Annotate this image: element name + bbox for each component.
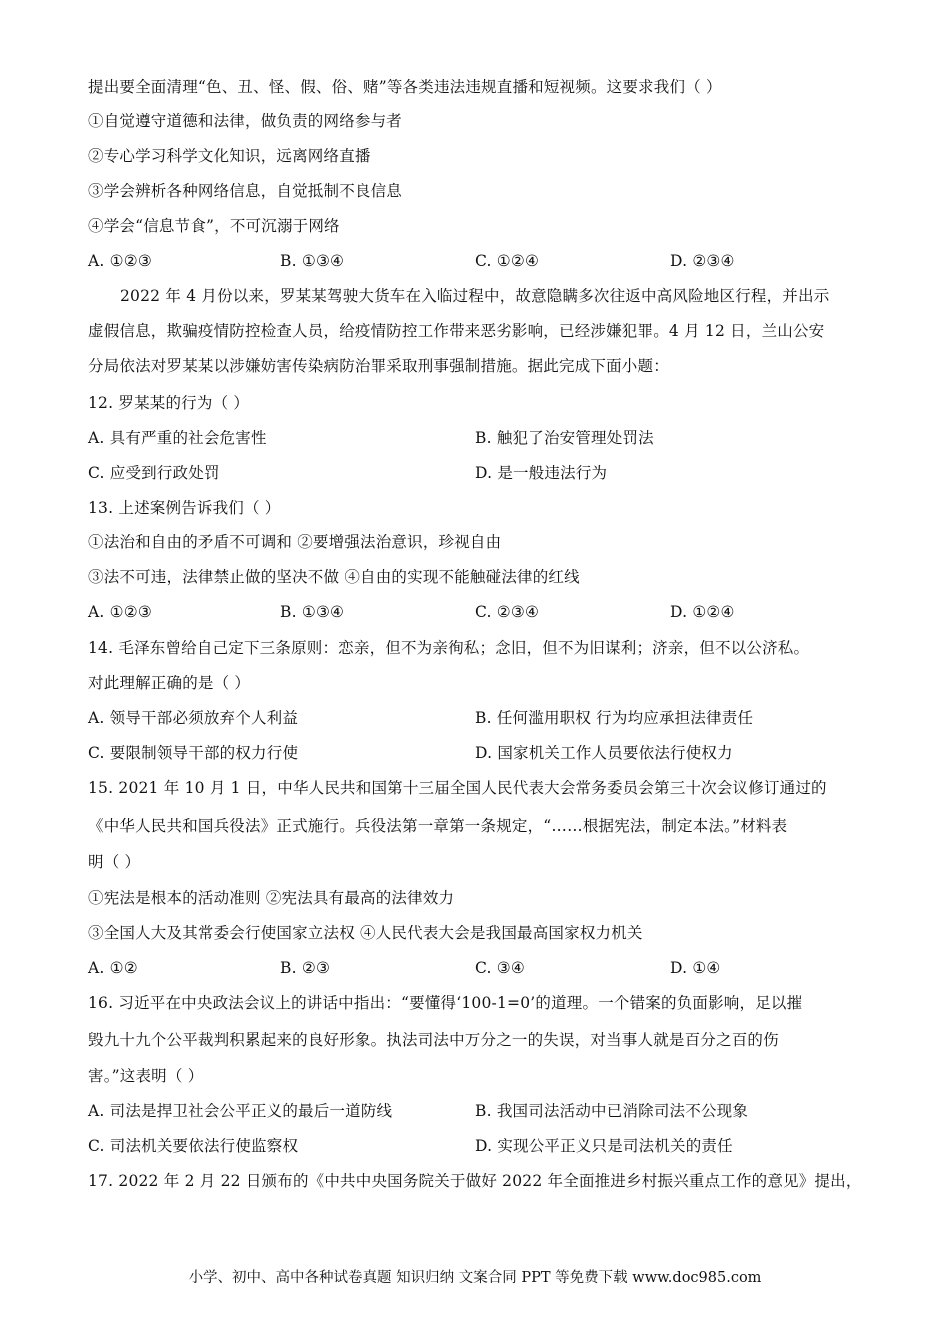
page-footer: 小学、初中、高中各种试卷真题 知识归纳 文案合同 PPT 等免费下载 www.doc985.com — [188, 1270, 762, 1286]
question-16-line-1: 16. 习近平在中央政法会议上的讲话中指出：“要懂得‘100-1=0’的道理。一个错案的负面影响，足以摧 — [88, 994, 803, 1012]
passage-line-3: 分局依法对罗某某以涉嫌妨害传染病防治罪采取刑事强制措施。据此完成下面小题： — [88, 357, 669, 375]
q12-option-d: D. 是一般违法行为 — [475, 464, 608, 482]
q11-option-c: C. ①②④ — [475, 252, 540, 270]
q15-statements-1: ①宪法是根本的活动准则 ②宪法具有最高的法律效力 — [88, 889, 455, 907]
q13-option-a: A. ①②③ — [88, 603, 152, 621]
q12-option-c: C. 应受到行政处罚 — [88, 464, 220, 482]
q13-statements-1: ①法治和自由的矛盾不可调和 ②要增强法治意识，珍视自由 — [88, 533, 502, 551]
q15-option-b: B. ②③ — [280, 959, 331, 977]
passage-line-1: 2022 年 4 月份以来，罗某某驾驶大货车在入临过程中，故意隐瞒多次往返中高风险地区行程，并出示 — [120, 287, 830, 305]
q11-option-b: B. ①③④ — [280, 252, 345, 270]
q15-option-a: A. ①② — [88, 959, 138, 977]
question-16-line-3: 害。”这表明（ ） — [88, 1067, 204, 1085]
question-14-line-2: 对此理解正确的是（ ） — [88, 674, 251, 692]
q14-option-a: A. 领导干部必须放弃个人利益 — [88, 709, 299, 727]
question-15-line-3: 明（ ） — [88, 853, 141, 871]
q14-option-c: C. 要限制领导干部的权力行使 — [88, 744, 299, 762]
q11-option-d: D. ②③④ — [670, 252, 735, 270]
statement-4: ④学会“信息节食”，不可沉溺于网络 — [88, 217, 340, 235]
q16-option-b: B. 我国司法活动中已消除司法不公现象 — [475, 1102, 749, 1120]
question-13: 13. 上述案例告诉我们（ ） — [88, 499, 281, 517]
q13-option-d: D. ①②④ — [670, 603, 735, 621]
q12-option-a: A. 具有严重的社会危害性 — [88, 429, 267, 447]
q15-option-d: D. ①④ — [670, 959, 721, 977]
q14-option-d: D. 国家机关工作人员要依法行使权力 — [475, 744, 733, 762]
q16-option-a: A. 司法是捍卫社会公平正义的最后一道防线 — [88, 1102, 393, 1120]
question-12: 12. 罗某某的行为（ ） — [88, 394, 250, 412]
q14-option-b: B. 任何滥用职权 行为均应承担法律责任 — [475, 709, 754, 727]
q13-statements-2: ③法不可违，法律禁止做的坚决不做 ④自由的实现不能触碰法律的红线 — [88, 568, 580, 586]
question-15-line-2: 《中华人民共和国兵役法》正式施行。兵役法第一章第一条规定，“……根据宪法，制定本法。”材料表 — [88, 817, 788, 835]
q13-option-b: B. ①③④ — [280, 603, 345, 621]
q12-option-b: B. 触犯了治安管理处罚法 — [475, 429, 654, 447]
q11-option-a: A. ①②③ — [88, 252, 152, 270]
passage-line-2: 虚假信息，欺骗疫情防控检查人员，给疫情防控工作带来恶劣影响，已经涉嫌犯罪。4 月 12 日，兰山公安 — [88, 322, 825, 340]
q16-option-d: D. 实现公平正义只是司法机关的责任 — [475, 1137, 733, 1155]
statement-3: ③学会辨析各种网络信息，自觉抵制不良信息 — [88, 182, 403, 200]
statement-1: ①自觉遵守道德和法律，做负责的网络参与者 — [88, 112, 403, 130]
statement-2: ②专心学习科学文化知识，远离网络直播 — [88, 147, 371, 165]
question-16-line-2: 毁九十九个公平裁判积累起来的良好形象。执法司法中万分之一的失误，对当事人就是百分之百的伤 — [88, 1031, 779, 1049]
question-14-line-1: 14. 毛泽东曾给自己定下三条原则：恋亲，但不为亲徇私；念旧，但不为旧谋利；济亲，但不以公济私。 — [88, 639, 810, 657]
q15-option-c: C. ③④ — [475, 959, 525, 977]
question-17-line-1: 17. 2022 年 2 月 22 日颁布的《中共中央国务院关于做好 2022 年全面推进乡村振兴重点工作的意见》提出， — [88, 1172, 862, 1190]
text-line: 提出要全面清理“色、丑、怪、假、俗、赌”等各类违法违规直播和短视频。这要求我们（ ） — [88, 78, 722, 96]
q16-option-c: C. 司法机关要依法行使监察权 — [88, 1137, 299, 1155]
q13-option-c: C. ②③④ — [475, 603, 540, 621]
q15-statements-2: ③全国人大及其常委会行使国家立法权 ④人民代表大会是我国最高国家权力机关 — [88, 924, 643, 942]
question-15-line-1: 15. 2021 年 10 月 1 日，中华人民共和国第十三届全国人民代表大会常务委员会第三十次会议修订通过的 — [88, 779, 827, 797]
